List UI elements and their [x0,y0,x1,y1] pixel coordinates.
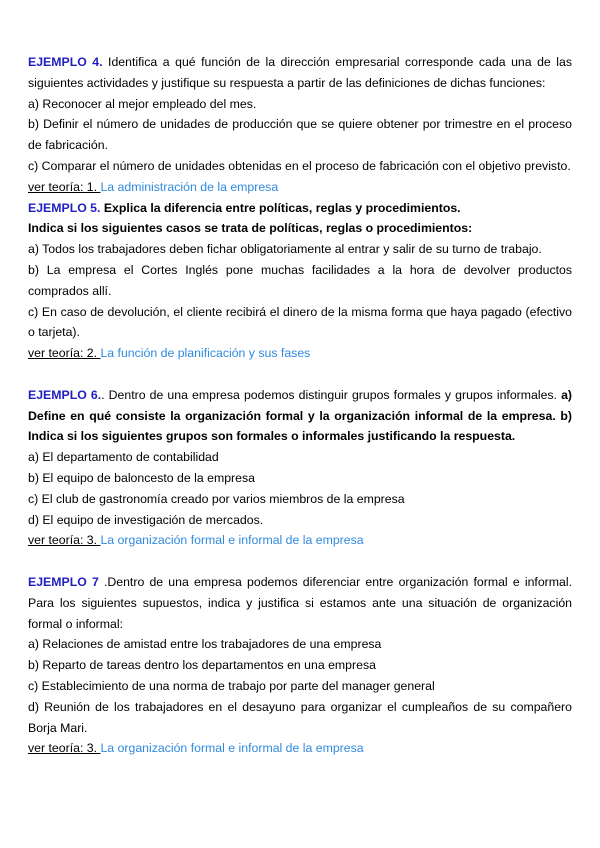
exercise-7-theory-prefix[interactable]: ver teoría: 3. [28,741,101,756]
exercise-4-intro [28,52,572,94]
exercise-7-intro [28,572,572,634]
exercise-5-label: EJEMPLO 5. [28,200,101,215]
exercise-5-instruction: Indica si los siguientes casos se trata de políticas, reglas o procedimientos: [28,221,473,236]
exercise-7-item-a: a) Relaciones de amistad entre los trabajadores de una empresa [28,637,382,652]
exercise-6-item-b: b) El equipo de baloncesto de la empresa [28,470,255,485]
exercise-5-item-b: b) La empresa el Cortes Inglés pone muchas facilidades a la hora de devolver productos comprados allí. [28,262,572,298]
exercise-7-label: EJEMPLO 7 [28,574,99,589]
exercise-7-item-b: b) Reparto de tareas dentro los departamentos en una empresa [28,658,376,673]
exercise-4-theory-link[interactable]: La administración de la empresa [100,179,279,194]
exercise-6-question: a) Define en qué consiste la organización formal y la organización informal de la empresa. b) Indica si los siguientes grupos son formales o informales justificando la respuesta. [28,387,573,444]
exercise-4-theory-reference[interactable] [28,177,572,198]
document-page [28,52,572,759]
exercise-6-intro [28,385,572,447]
exercise-5-theory-reference[interactable] [28,343,572,364]
exercise-6-item-a: a) El departamento de contabilidad [28,450,219,465]
exercise-5-question: Explica la diferencia entre políticas, reglas y procedimientos. [100,200,461,215]
exercise-7-item-d: d) Reunión de los trabajadores en el desayuno para organizar el cumpleaños de su compañero Borja Mari. [28,699,572,735]
exercise-6-label: EJEMPLO 6. [28,387,102,402]
exercise-6-theory-prefix[interactable]: ver teoría: 3. [28,533,101,548]
exercise-7-theory-reference[interactable] [28,738,572,759]
exercise-5-item-a: a) Todos los trabajadores deben fichar obligatoriamente al entrar y salir de su turno de trabajo. [28,242,542,257]
exercise-6-theory-reference[interactable] [28,530,572,551]
spacer [28,364,572,385]
exercise-6-item-c: c) El club de gastronomía creado por varios miembros de la empresa [28,491,405,506]
exercise-4-item-b: b) Definir el número de unidades de producción que se quiere obtener por trimestre en el proceso de fabricación. [28,117,572,153]
exercise-4-item-c: c) Comparar el número de unidades obtenidas en el proceso de fabricación con el objetivo previsto. [28,158,571,173]
exercise-5-intro [28,198,572,219]
exercise-5-item-c: c) En caso de devolución, el cliente recibirá el dinero de la misma forma que haya pagado (efectivo o tarjeta). [28,304,572,340]
exercise-4-theory-prefix[interactable]: ver teoría: 1. [28,179,101,194]
exercise-4-item-a: a) Reconocer al mejor empleado del mes. [28,96,257,111]
exercise-7-theory-link[interactable]: La organización formal e informal de la empresa [100,741,364,756]
spacer [28,551,572,572]
exercise-5-theory-link[interactable]: La función de planificación y sus fases [100,346,311,361]
exercise-6-theory-link[interactable]: La organización formal e informal de la empresa [100,533,364,548]
exercise-7-text: .Dentro de una empresa podemos diferenciar entre organización formal e informal. Para los siguientes supuestos, indica y justifica si estamos ante una situación de organización formal o informal: [28,574,572,631]
exercise-4-label: EJEMPLO 4. [28,55,103,69]
exercise-6-text: . Dentro de una empresa podemos distinguir grupos formales y grupos informales. [101,387,562,402]
exercise-7-item-c: c) Establecimiento de una norma de trabajo por parte del manager general [28,678,435,693]
exercise-5-theory-prefix[interactable]: ver teoría: 2. [28,346,101,361]
exercise-6-item-d: d) El equipo de investigación de mercados. [28,512,264,527]
exercise-4-text: Identifica a qué función de la dirección empresarial corresponde cada una de las siguientes actividades y justifique su respuesta a partir de las definiciones de dichas funciones: [28,55,573,90]
